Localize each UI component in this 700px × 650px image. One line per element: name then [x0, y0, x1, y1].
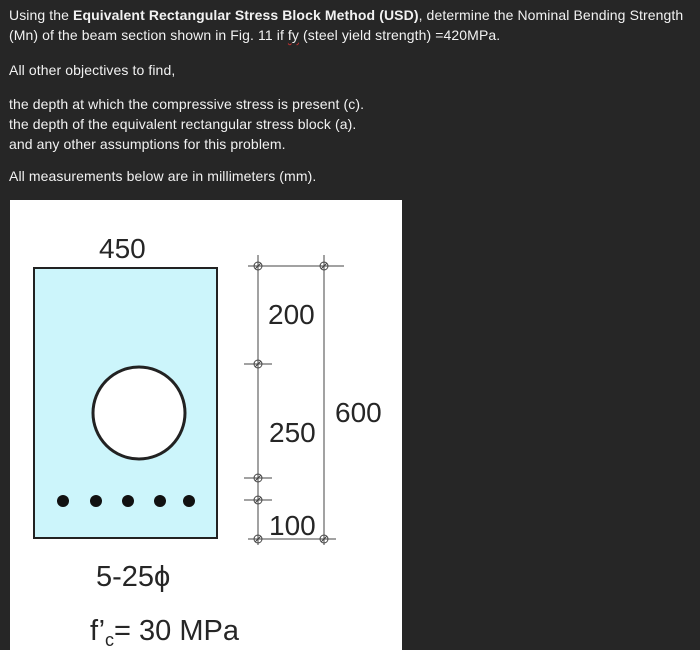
question-paragraph	[9, 5, 699, 45]
fc-value: = 30 MPa	[114, 615, 239, 647]
fy-symbol: fy	[287, 27, 300, 43]
rebar-dot	[57, 495, 69, 507]
objectives-list	[9, 94, 364, 154]
objective-c: the depth at which the compressive stress is present (c).	[9, 96, 365, 112]
rebar-dot	[183, 495, 195, 507]
objective-a: the depth of the equivalent rectangular stress block (a).	[9, 116, 357, 132]
rebar-label: 5-25ϕ	[96, 561, 171, 593]
objective-assumptions: and any other assumptions for this problem.	[9, 136, 286, 152]
dim-label-top: 200	[268, 299, 315, 330]
rebar-dot	[154, 495, 166, 507]
fc-subscript: c	[105, 630, 115, 650]
question-middle: , determine the Nominal Bending Strength (Mn) of the beam section shown in Fig. 11 if	[9, 7, 684, 43]
dim-label-middle: 250	[269, 417, 316, 448]
beam-section-figure	[10, 200, 402, 650]
question-prefix: Using the	[9, 7, 74, 23]
fc-prefix: f’	[90, 615, 106, 647]
rebar-dot	[122, 495, 134, 507]
concrete-strength-label	[90, 615, 240, 650]
dim-label-total: 600	[335, 397, 382, 428]
units-note: All measurements below are in millimeters (mm).	[9, 168, 317, 184]
dim-label-bottom: 100	[269, 510, 316, 541]
duct-hole	[93, 367, 185, 459]
method-name: Equivalent Rectangular Stress Block Method (USD)	[73, 7, 419, 23]
width-label: 450	[99, 233, 146, 264]
objectives-heading: All other objectives to find,	[9, 62, 176, 78]
rebar-dot	[90, 495, 102, 507]
question-suffix: (steel yield strength) =420MPa.	[299, 27, 501, 43]
